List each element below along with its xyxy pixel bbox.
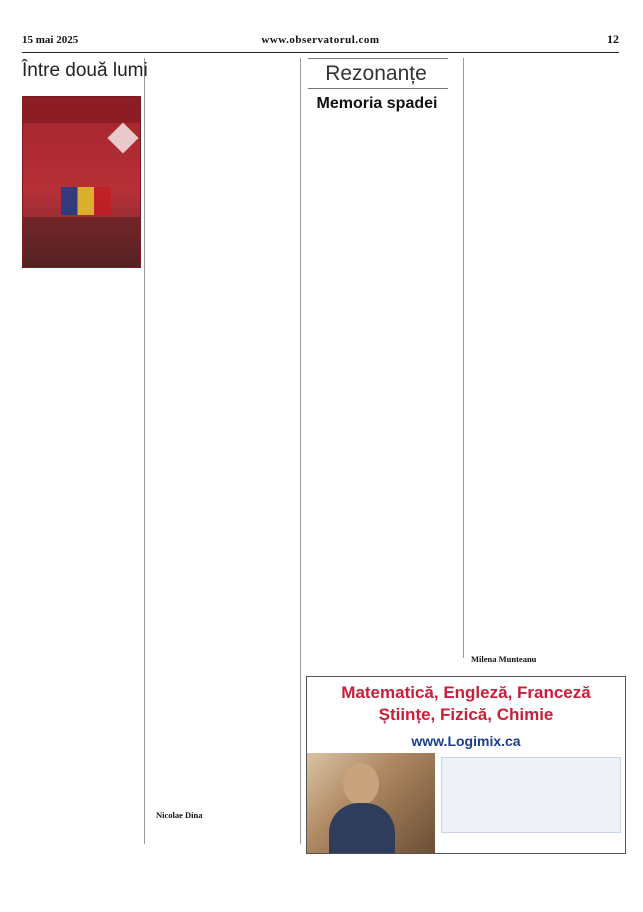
section-heading: Rezonanțe (325, 62, 427, 85)
page-number: 12 (607, 32, 619, 46)
author-signature: Nicolae Dina (156, 810, 203, 820)
ad-subjects (313, 683, 619, 725)
column-divider (463, 58, 464, 658)
column-divider (144, 58, 145, 844)
book-cover-image (22, 96, 141, 268)
issue-date: 15 mai 2025 (22, 34, 79, 46)
romanian-flag-icon (61, 187, 111, 215)
ad-text-panel (441, 757, 621, 833)
cover-top-band (23, 97, 140, 123)
maple-leaf-icon (107, 122, 138, 153)
site-url[interactable]: www.observatorul.com (261, 34, 380, 46)
student-photo (307, 753, 435, 853)
ad-subjects-line: Științe, Fizică, Chimie (378, 705, 554, 724)
advertisement[interactable] (306, 676, 626, 854)
section-title: Între două lumi (22, 60, 148, 81)
ad-website-link[interactable]: www.Logimix.ca (411, 733, 521, 749)
author-signature: Milena Munteanu (471, 654, 537, 664)
article-title: Memoria spadei (316, 95, 438, 112)
page-header (22, 34, 619, 53)
ad-subjects-line: Matematică, Engleză, Franceză (341, 683, 591, 702)
heading-rule-top (308, 58, 448, 59)
photo-face (343, 763, 379, 805)
photo-body (329, 803, 395, 853)
column-divider (300, 58, 301, 844)
heading-rule-bottom (308, 88, 448, 89)
cover-bottom-band (23, 217, 140, 267)
